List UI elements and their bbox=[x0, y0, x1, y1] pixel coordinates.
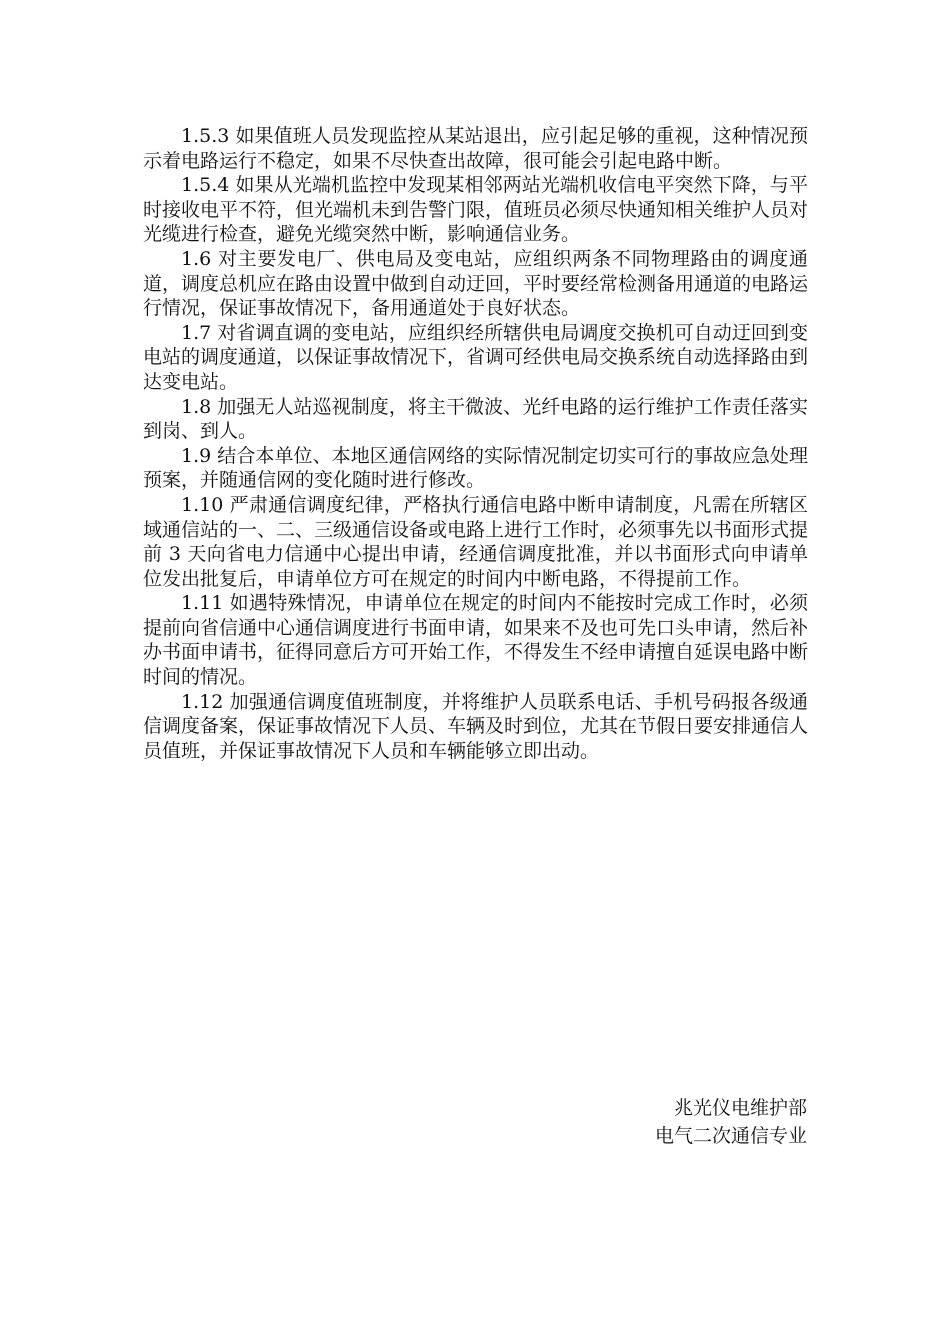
document-body bbox=[143, 124, 808, 763]
paragraph-1-12: 1.12 加强通信调度值班制度，并将维护人员联系电话、手机号码报各级通信调度备案，保证事故情况下人员、车辆及时到位，尤其在节假日要安排通信人员值班，并保证事故情况下人员和车辆能够立即出动。 bbox=[143, 690, 809, 762]
paragraph-1-10: 1.10 严肃通信调度纪律，严格执行通信电路中断申请制度，凡需在所辖区域通信站的一、二、三级通信设备或电路上进行工作时，必须事先以书面形式提前 3 天向省电力信通中心提出申请，经通信调度批准，并以书面形式向申请单位发出批复后，申请单位方可在规定的时间内中断电路，不得提前工作。 bbox=[143, 493, 809, 590]
paragraph-1-7: 1.7 对省调直调的变电站，应组织经所辖供电局调度交换机可自动迂回到变电站的调度通道，以保证事故情况下，省调可经供电局交换系统自动选择路由到达变电站。 bbox=[143, 321, 809, 393]
paragraph-1-5-4: 1.5.4 如果从光端机监控中发现某相邻两站光端机收信电平突然下降，与平时接收电平不符，但光端机未到告警门限，值班员必须尽快通知相关维护人员对光缆进行检查，避免光缆突然中断，影响通信业务。 bbox=[143, 174, 809, 246]
signature-specialty: 电气二次通信专业 bbox=[654, 1125, 807, 1147]
signature-department: 兆光仪电维护部 bbox=[673, 1097, 807, 1119]
paragraph-1-9: 1.9 结合本单位、本地区通信网络的实际情况制定切实可行的事故应急处理预案，并随通信网的变化随时进行修改。 bbox=[143, 444, 808, 492]
paragraph-1-11: 1.11 如遇特殊情况，申请单位在规定的时间内不能按时完成工作时，必须提前向省信通中心通信调度进行书面申请，如果来不及也可先口头申请，然后补办书面申请书，征得同意后方可开始工作，不得发生不经申请擅自延误电路中断时间的情况。 bbox=[143, 592, 809, 689]
signature-block bbox=[407, 1094, 807, 1150]
paragraph-1-8: 1.8 加强无人站巡视制度，将主干微波、光纤电路的运行维护工作责任落实到岗、到人。 bbox=[143, 395, 808, 443]
paragraph-1-6: 1.6 对主要发电厂、供电局及变电站，应组织两条不同物理路由的调度通道，调度总机应在路由设置中做到自动迂回，平时要经常检测备用通道的电路运行情况，保证事故情况下，备用通道处于良好状态。 bbox=[143, 247, 809, 320]
paragraph-1-5-3: 1.5.3 如果值班人员发现监控从某站退出，应引起足够的重视，这种情况预示着电路运行不稳定，如果不尽快查出故障，很可能会引起电路中断。 bbox=[143, 125, 808, 172]
